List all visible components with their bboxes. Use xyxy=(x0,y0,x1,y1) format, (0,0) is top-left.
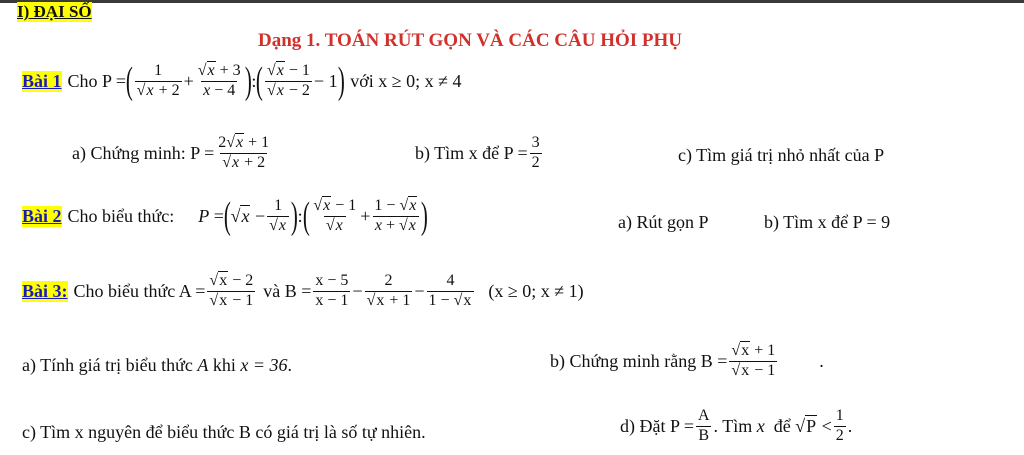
bai1-statement: Bài 1 Cho P = ( $\frac{1}{√x + 2}$ + $\frac{√x + 3}{x - 4}$ ) : ( $\frac{√x - 1}{√x - 2}$ − 1 ) với x ≥ 0; x ≠ 4 xyxy=(22,60,462,102)
bai3-label: Bài 3: xyxy=(22,280,68,301)
frac: $\frac{1}{2}$ xyxy=(835,407,844,444)
section-title: I) ĐẠI SỐ xyxy=(17,2,92,21)
paren-close: ) xyxy=(421,195,429,237)
bai2-intro: Cho biểu thức: xyxy=(67,205,175,226)
bai3-a-value: x = 36 xyxy=(240,355,288,375)
frac: $\frac{√x - 1}{√x - 2}$ xyxy=(267,61,310,99)
bai2-part-a xyxy=(618,212,709,233)
bai3-a-var: A xyxy=(197,355,209,375)
top-rule xyxy=(0,0,1024,3)
bai2-label: Bài 2 xyxy=(22,205,62,226)
bai3-a-text: a) Tính giá trị biểu thức xyxy=(22,355,193,375)
frac: $\frac{1 - √x}{x + √x}$ xyxy=(372,198,419,235)
frac: $\frac{2√x + 1}{√x + 2}$ xyxy=(218,134,270,171)
bai3-and: và B = xyxy=(263,280,312,301)
bai2-a-text: a) Rút gọn P xyxy=(618,212,709,232)
bai1-c-text: c) Tìm giá trị nhỏ nhất của P xyxy=(678,145,885,165)
bai2-b-text: b) Tìm x để P = 9 xyxy=(764,212,891,232)
bai1-label: Bài 1 xyxy=(22,70,62,91)
bai3-part-b: b) Chứng minh rằng B = $\frac{√x + 1}{√x - 1}$ . xyxy=(550,342,824,379)
frac: $\frac{3}{2}$ xyxy=(531,134,540,171)
bai3-part-c xyxy=(22,422,426,443)
frac: $\frac{√x - 2}{√x - 1}$ xyxy=(209,272,254,309)
bai1-intro: Cho P = xyxy=(67,70,127,91)
frac: $\frac{√x + 3}{x - 4}$ xyxy=(197,61,241,99)
bai1-condition: với x ≥ 0; x ≠ 4 xyxy=(350,70,462,91)
bai3-c-text: c) Tìm x nguyên để biểu thức B có giá trị là số tự nhiên. xyxy=(22,422,426,442)
bai3-statement: Bài 3: Cho biểu thức A = $\frac{√x - 2}{√x - 1}$ và B = $\frac{x - 5}{x - 1}$ − $\frac{2}{√x + 1}$ − $\frac{4}{1 - √x}$ (x ≥ 0; x ≠ 1) xyxy=(22,272,584,309)
paren-close: ) xyxy=(290,195,298,237)
frac: $\frac{2}{√x + 1}$ xyxy=(366,272,411,309)
bai3-intro: Cho biểu thức A = xyxy=(73,280,206,301)
bai1-a-text: a) Chứng minh: P = xyxy=(72,142,215,163)
paren-close: ) xyxy=(244,60,252,102)
bai3-b-text: b) Chứng minh rằng B = xyxy=(550,350,728,371)
bai3-part-d: d) Đặt P = $\frac{A}{B}$ . Tìm x để √P < $\frac{1}{2}$ . xyxy=(620,407,853,444)
paren-open: ( xyxy=(223,195,231,237)
frac: $\frac{1}{√x}$ xyxy=(267,198,289,235)
frac: $\frac{√x + 1}{√x - 1}$ xyxy=(731,342,776,379)
frac: $\frac{1}{√x + 2}$ xyxy=(136,61,180,99)
paren-close: ) xyxy=(337,60,345,102)
bai3-d-text: d) Đặt P = xyxy=(620,415,694,436)
bai3-a-when: khi xyxy=(212,355,236,375)
bai3-condition: (x ≥ 0; x ≠ 1) xyxy=(488,280,584,301)
frac: $\frac{x - 5}{x - 1}$ xyxy=(315,272,349,309)
bai1-part-c xyxy=(678,145,884,166)
bai3-d-for: để xyxy=(773,415,791,436)
bai3-d-var: x xyxy=(756,415,765,436)
frac: $\frac{√x - 1}{√x}$ xyxy=(313,196,357,234)
frac: $\frac{A}{B}$ xyxy=(697,407,710,444)
paren-open: ( xyxy=(256,60,264,102)
bai1-b-text: b) Tìm x để P = xyxy=(415,142,528,163)
bai3-d-mid: . Tìm xyxy=(713,415,753,436)
dang-title: Dạng 1. TOÁN RÚT GỌN VÀ CÁC CÂU HỎI PHỤ xyxy=(258,30,683,51)
frac: $\frac{4}{1 - √x}$ xyxy=(427,273,475,310)
bai2-part-b xyxy=(764,212,890,233)
paren-open: ( xyxy=(302,195,310,237)
bai2-statement: Bài 2 Cho biểu thức: P = ( √x − $\frac{1}{√x}$ ) : ( $\frac{√x - 1}{√x}$ + $\frac{1 - √x}{x + √x}$ ) xyxy=(22,195,429,237)
paren-open: ( xyxy=(125,60,133,102)
bai3-part-a: a) Tính giá trị biểu thức A khi x = 36 . xyxy=(22,355,293,375)
bai1-part-b xyxy=(415,135,544,172)
bai1-part-a xyxy=(72,135,273,172)
